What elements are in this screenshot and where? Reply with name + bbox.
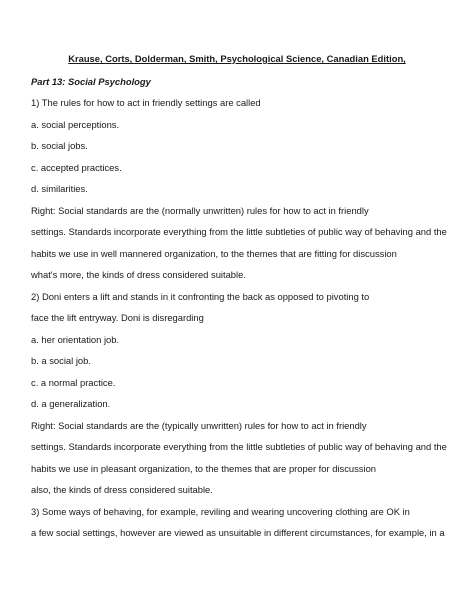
part-heading: Part 13: Social Psychology (31, 76, 151, 87)
question-1-option-b: b. social jobs. (31, 140, 88, 151)
question-3-line-2: a few social settings, however are viewed as unsuitable in different circumstances, for example, in a (31, 527, 445, 538)
document-title: Krause, Corts, Dolderman, Smith, Psychological Science, Canadian Edition, (68, 53, 406, 64)
question-1-option-a: a. social perceptions. (31, 119, 120, 130)
answer-2-line-4: also, the kinds of dress considered suitable. (31, 484, 213, 495)
question-2-option-c: c. a normal practice. (31, 377, 116, 388)
answer-2-line-3: habits we use in pleasant organization, to the themes that are proper for discussion (31, 463, 376, 474)
answer-1-line-2: settings. Standards incorporate everything from the little subtleties of public way of behaving and the (31, 226, 447, 237)
question-2-option-d: d. a generalization. (31, 398, 111, 409)
question-1-option-d: d. similarities. (31, 183, 88, 194)
question-1: 1) The rules for how to act in friendly settings are called (31, 97, 261, 108)
question-2-option-b: b. a social job. (31, 355, 91, 366)
question-2-option-a: a. her orientation job. (31, 334, 120, 345)
question-2-line-1: 2) Doni enters a lift and stands in it confronting the back as opposed to pivoting to (31, 291, 370, 302)
question-3-line-1: 3) Some ways of behaving, for example, reviling and wearing uncovering clothing are OK in (31, 506, 410, 517)
answer-2-line-1: Right: Social standards are the (typically unwritten) rules for how to act in friendly (31, 420, 367, 431)
answer-1-line-3: habits we use in well mannered organization, to the themes that are fitting for discussion (31, 248, 397, 259)
question-1-option-c: c. accepted practices. (31, 162, 122, 173)
answer-1-line-1: Right: Social standards are the (normally unwritten) rules for how to act in friendly (31, 205, 369, 216)
answer-1-line-4: what's more, the kinds of dress considered suitable. (31, 269, 246, 280)
answer-2-line-2: settings. Standards incorporate everything from the little subtleties of public way of behaving and the (31, 441, 447, 452)
question-2-line-2: face the lift entryway. Doni is disregarding (31, 312, 204, 323)
